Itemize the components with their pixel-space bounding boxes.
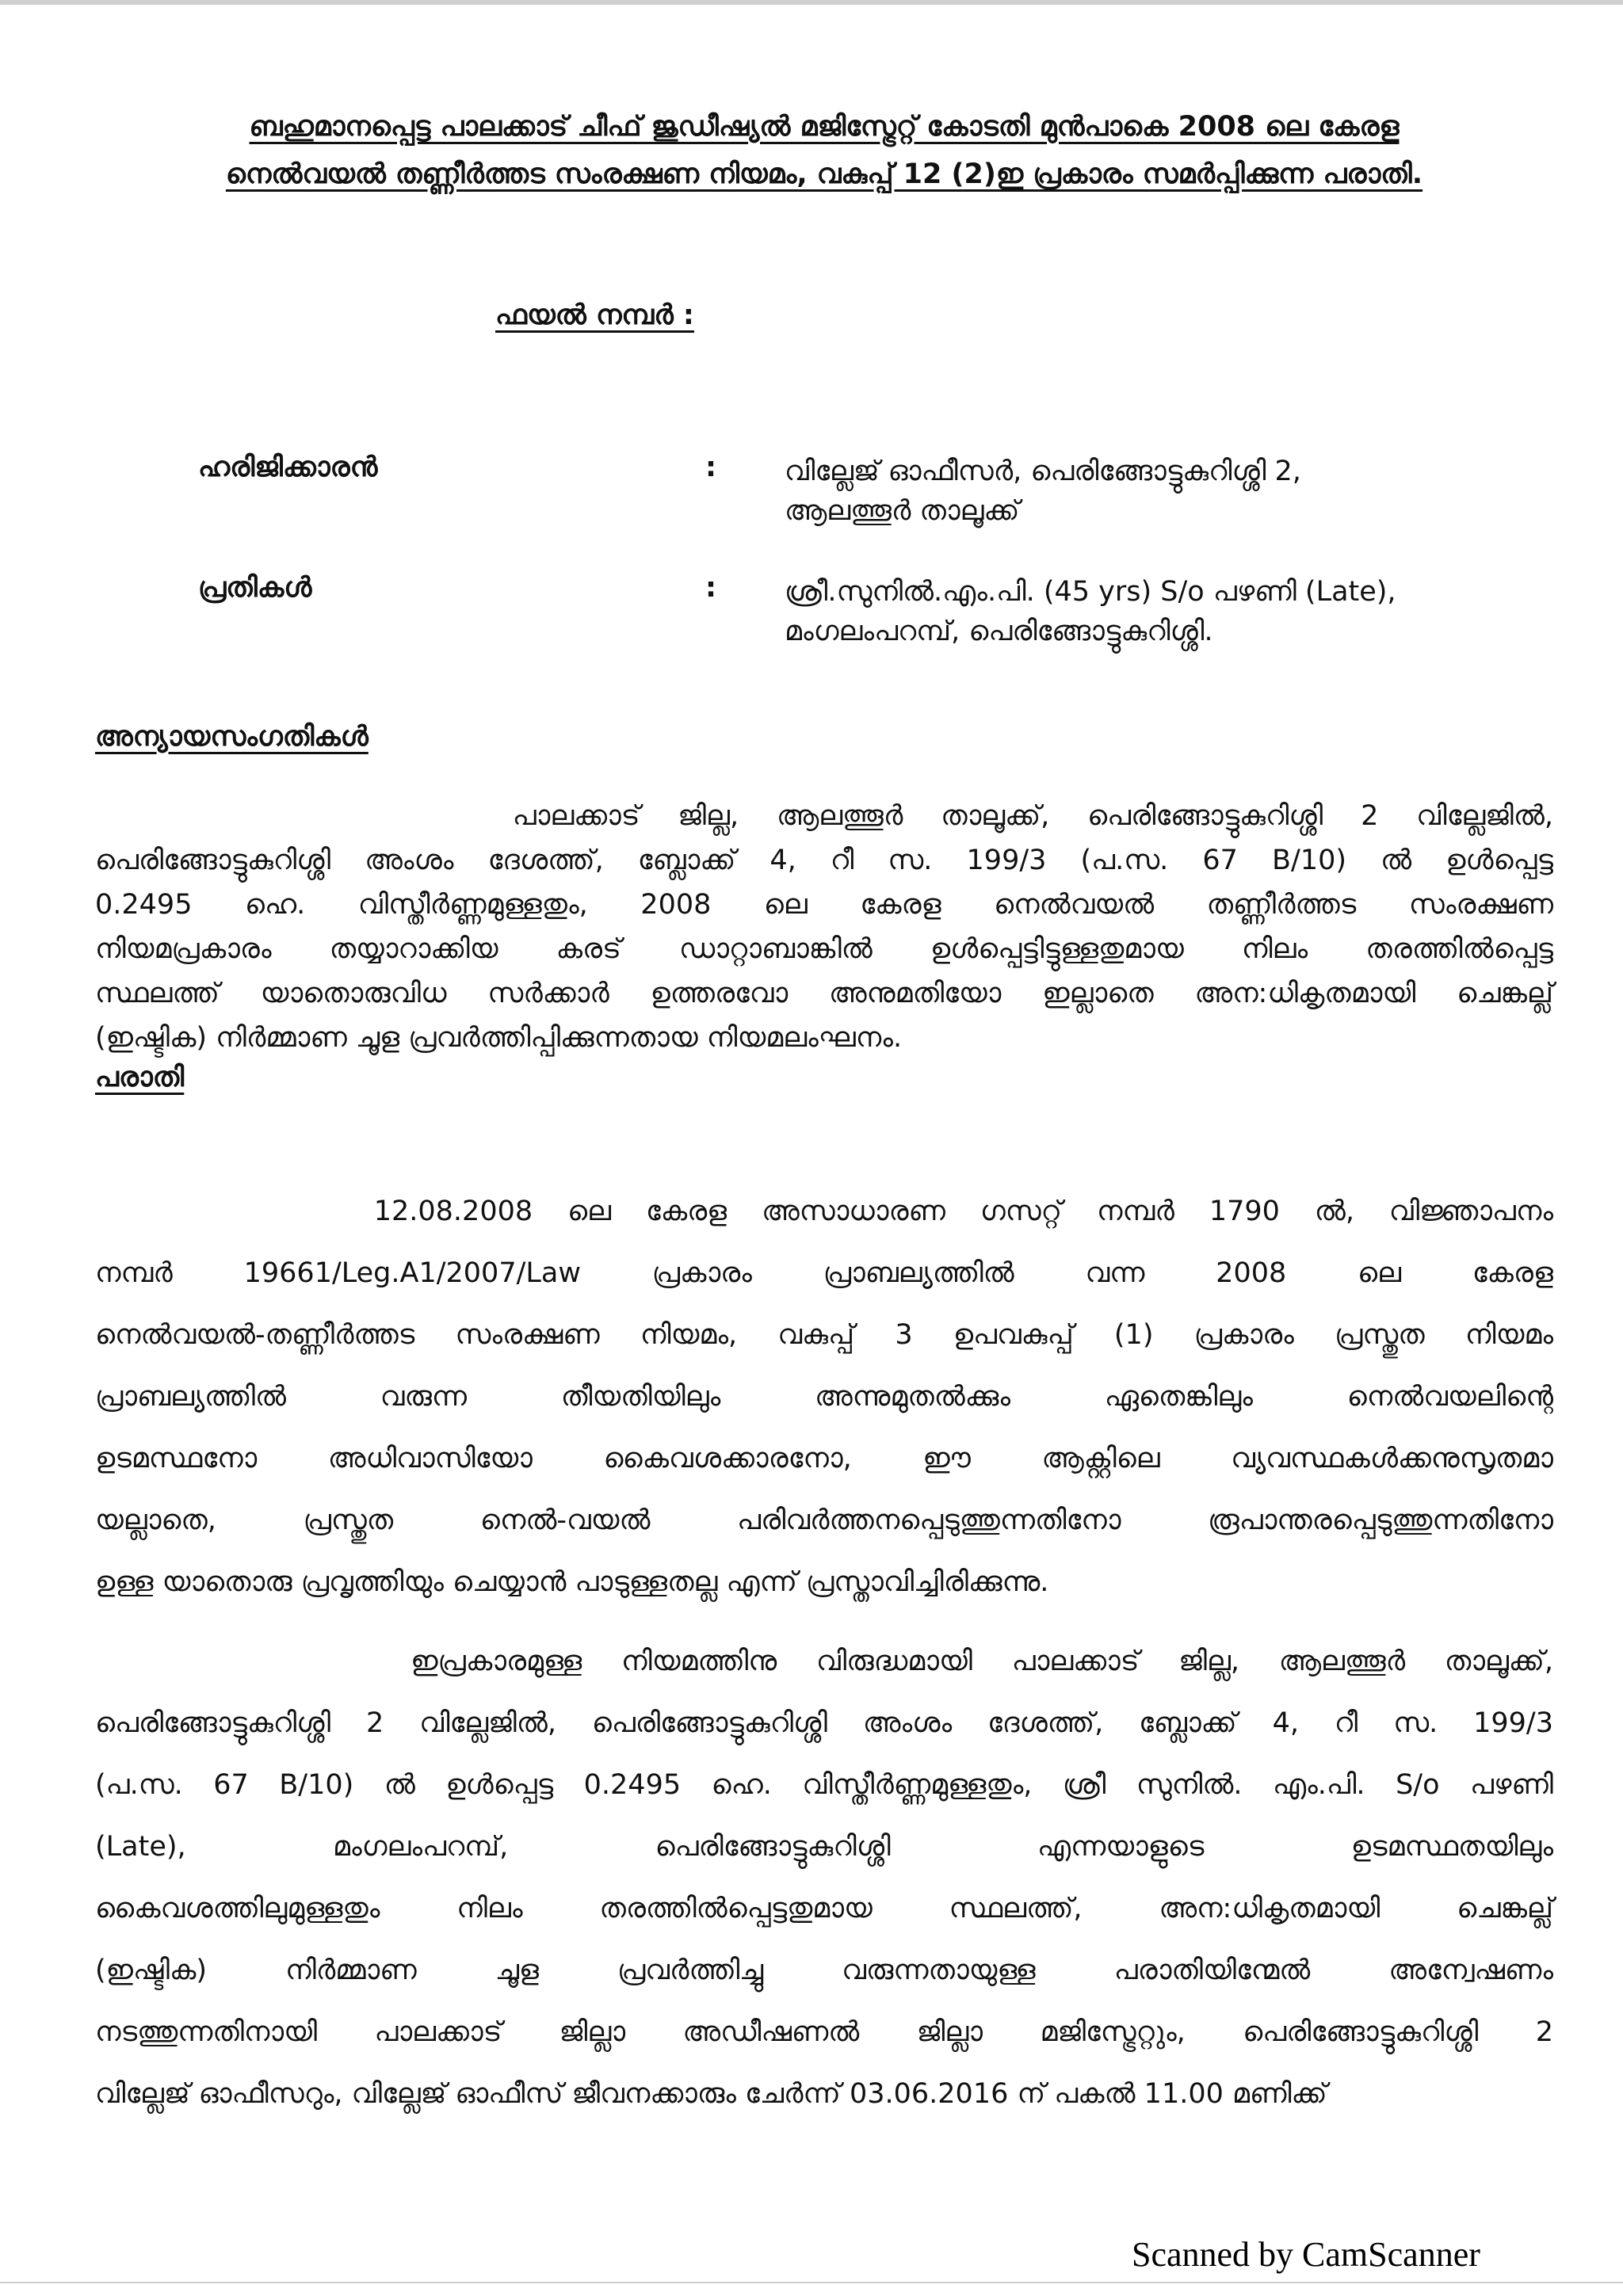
file-number-label: ഫയൽ നമ്പർ : [495,299,694,331]
party-value-line: മംഗലംപറമ്പ്, പെരിങ്ങോട്ടുകുറിശ്ശി. [785,616,1213,647]
party-role: ഹരിജിക്കാരൻ [198,452,378,483]
bottom-edge-rule [0,2282,1623,2283]
complaint-line: ഉടമസ്ഥനോ അധിവാസിയോ കൈവശക്കാരനോ, ഈ ആക്റ്റിലെ വ്യവസ്ഥകൾക്കനുസൃതമാ [95,1443,1553,1474]
facts-line: 0.2495 ഹെ. വിസ്തീർണ്ണമുള്ളതും, 2008 ലെ കേരള നെൽവയൽ തണ്ണീർത്തട സംരക്ഷണ [95,889,1553,921]
facts-paragraph [95,794,1553,1060]
complaint-line: യല്ലാതെ, പ്രസ്തുത നെൽ-വയൽ പരിവർത്തനപ്പെടുത്തുന്നതിനോ രൂപാന്തരപ്പെടുത്തുന്നതിനോ [95,1505,1553,1536]
complaint-line: 12.08.2008 ലെ കേരള അസാധാരണ ഗസറ്റ് നമ്പർ 1790 ൽ, വിജ്ഞാപനം [95,1196,1553,1227]
document-heading [95,103,1553,198]
complaint-line: നമ്പർ 19661/Leg.A1/2007/Law പ്രകാരം പ്രാബല്യത്തിൽ വന്ന 2008 ലെ കേരള [95,1257,1553,1289]
facts-line: നിയമപ്രകാരം തയ്യാറാക്കിയ കരട് ഡാറ്റാബാങ്കിൽ ഉൾപ്പെട്ടിട്ടുള്ളതുമായ നിലം തരത്തിൽപ്പെട്ട [95,933,1553,965]
complaint-line: കൈവശത്തിലുമുള്ളതും നിലം തരത്തിൽപ്പെട്ടതുമായ സ്ഥലത്ത്, അന:ധികൃതമായി ചെങ്കല്ല് [95,1893,1553,1924]
party-colon: : [705,572,716,604]
facts-line: പാലക്കാട് ജില്ല, ആലത്തൂർ താലൂക്ക്, പെരിങ്ങോട്ടുകുറിശ്ശി 2 വില്ലേജിൽ, [95,800,1553,832]
party-value-line: വില്ലേജ് ഓഫീസർ, പെരിങ്ങോട്ടുകുറിശ്ശി 2, [785,456,1301,487]
complaint-line: (പ.സ. 67 B/10) ൽ ഉൾപ്പെട്ട 0.2495 ഹെ. വിസ്തീർണ്ണമുള്ളതും, ശ്രീ സുനിൽ. എം.പി. S/o പഴണി [95,1769,1553,1801]
scanner-watermark: Scanned by CamScanner [1132,2235,1480,2274]
facts-line: (ഇഷ്ടിക) നിർമ്മാണ ചൂള പ്രവർത്തിപ്പിക്കുന്നതായ നിയമലംഘനം. [95,1022,903,1054]
party-value-line: ആലത്തൂർ താലൂക്ക് [785,495,1020,527]
complaint-line: പെരിങ്ങോട്ടുകുറിശ്ശി 2 വില്ലേജിൽ, പെരിങ്ങോട്ടുകുറിശ്ശി അംശം ദേശത്ത്, ബ്ലോക്ക് 4, റീ സ. 199/3 [95,1707,1553,1739]
heading-line-1: ബഹുമാനപ്പെട്ട പാലക്കാട് ചീഫ് ജുഡീഷ്യൽ മജിസ്ട്രേറ്റ് കോടതി മുൻപാകെ 2008 ലെ കേരള [249,111,1400,143]
complaint-section-title: പരാതി [95,1062,185,1093]
party-role: പ്രതികൾ [198,572,312,604]
complaint-line: ഇപ്രകാരമുള്ള നിയമത്തിനു വിരുദ്ധമായി പാലക്കാട് ജില്ല, ആലത്തൂർ താലൂക്ക്, [95,1646,1553,1677]
complaint-line: വില്ലേജ് ഓഫീസറും, വില്ലേജ് ഓഫീസ് ജീവനക്കാരും ചേർന്ന് 03.06.2016 ന് പകൽ 11.00 മണിക്ക് [95,2078,1327,2110]
facts-line: പെരിങ്ങോട്ടുകുറിശ്ശി അംശം ദേശത്ത്, ബ്ലോക്ക് 4, റീ സ. 199/3 (പ.സ. 67 B/10) ൽ ഉൾപ്പെട്ട [95,845,1553,876]
party-colon: : [705,452,716,483]
complaint-paragraph-1 [95,1180,1553,1613]
party-value [785,572,1577,651]
complaint-line: ഉള്ള യാതൊരു പ്രവൃത്തിയും ചെയ്യാൻ പാടുള്ളതല്ല എന്ന് പ്രസ്താവിച്ചിരിക്കുന്നു. [95,1566,1049,1598]
complaint-line: നടത്തുന്നതിനായി പാലക്കാട് ജില്ലാ അഡീഷണൽ ജില്ലാ മജിസ്ട്രേറ്റും, പെരിങ്ങോട്ടുകുറിശ്ശി 2 [95,2016,1553,2048]
facts-line: സ്ഥലത്ത് യാതൊരുവിധ സർക്കാർ ഉത്തരവോ അനുമതിയോ ഇല്ലാതെ അന:ധികൃതമായി ചെങ്കല്ല് [95,978,1553,1009]
facts-section-title: അന്യായസംഗതികൾ [95,721,369,753]
complaint-paragraph-2 [95,1630,1553,2125]
complaint-line: (Late), മംഗലംപറമ്പ്, പെരിങ്ങോട്ടുകുറിശ്ശി എന്നയാളുടെ ഉടമസ്ഥതയിലും [95,1831,1553,1863]
heading-line-2: നെൽവയൽ തണ്ണീർത്തട സംരക്ഷണ നിയമം, വകുപ്പ് 12 (2)ഇ പ്രകാരം സമർപ്പിക്കുന്ന പരാതി. [225,158,1423,190]
complaint-line: നെൽവയൽ-തണ്ണീർത്തട സംരക്ഷണ നിയമം, വകുപ്പ് 3 ഉപവകുപ്പ് (1) പ്രകാരം പ്രസ്തുത നിയമം [95,1319,1553,1351]
party-value [785,452,1577,531]
complaint-line: (ഇഷ്ടിക) നിർമ്മാണ ചൂള പ്രവർത്തിച്ചു വരുന്നതായുള്ള പരാതിയിന്മേൽ അന്വേഷണം [95,1955,1553,1986]
complaint-line: പ്രാബല്യത്തിൽ വരുന്ന തീയതിയിലും അന്നുമുതൽക്കും ഏതെങ്കിലും നെൽവയലിന്റെ [95,1381,1553,1413]
party-value-line: ശ്രീ.സുനിൽ.എം.പി. (45 yrs) S/o പഴണി (Late), [785,576,1396,608]
